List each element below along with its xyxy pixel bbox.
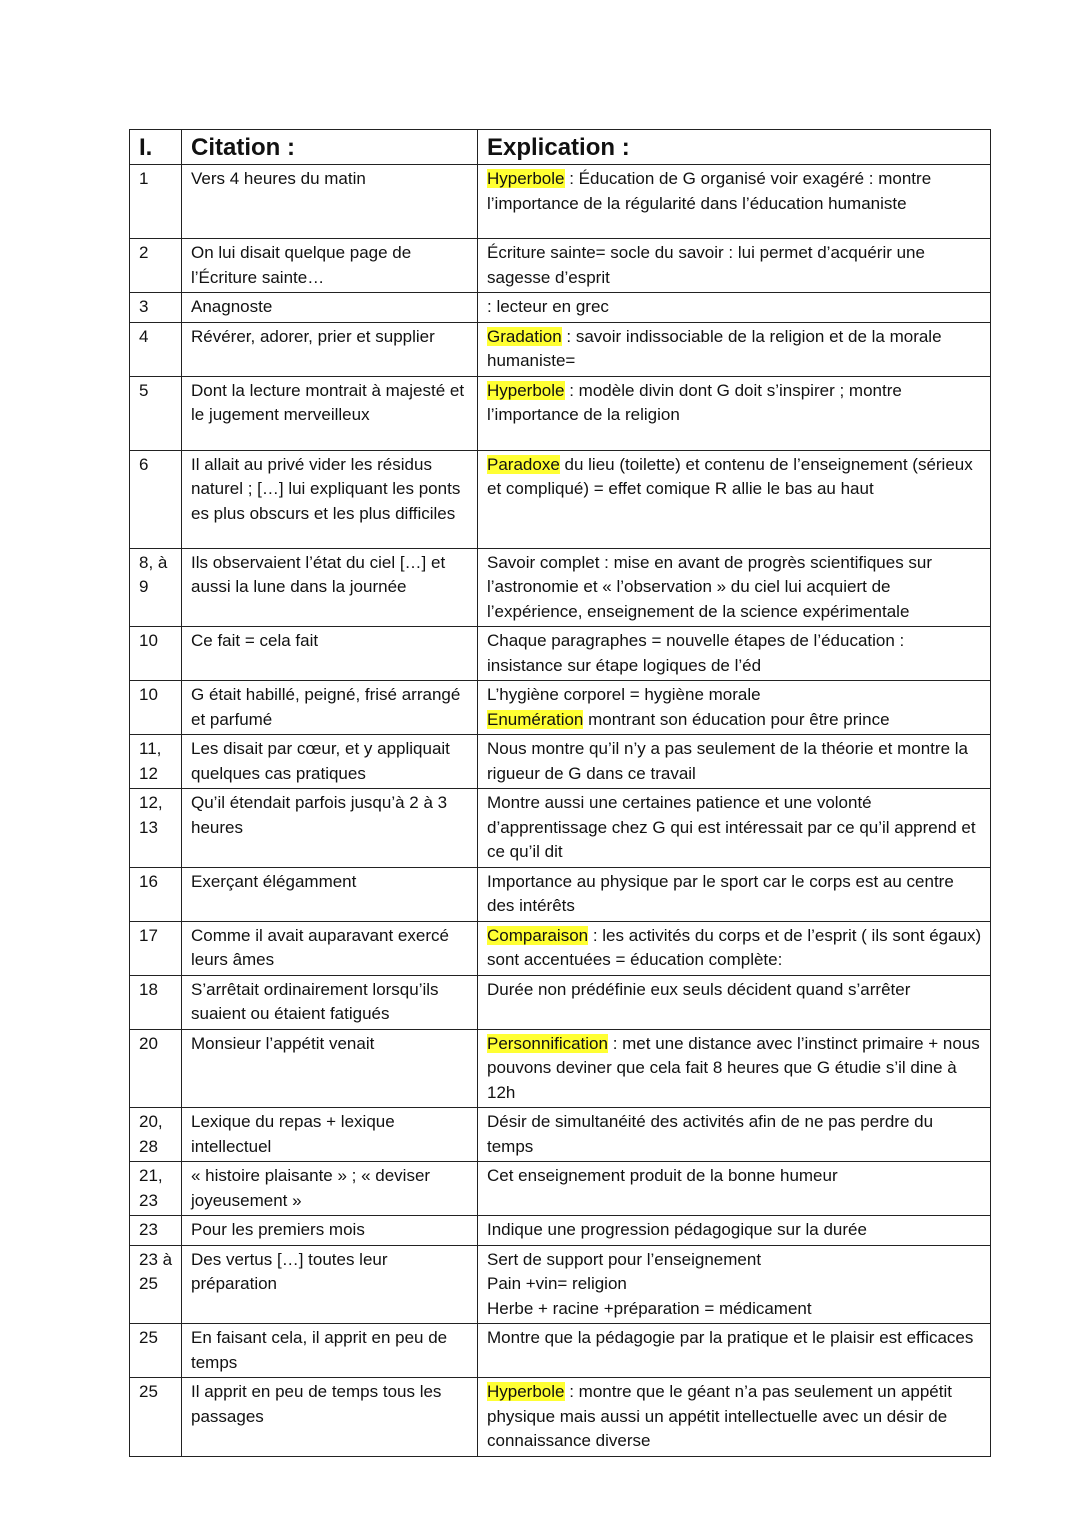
explication-text: : modèle divin dont G doit s’inspirer ; montre l’importance de la religion [487, 380, 902, 424]
table-row [130, 867, 991, 921]
figure-highlight: Comparaison [487, 925, 589, 945]
row-num: 6 [130, 450, 182, 548]
table-row [130, 1029, 991, 1108]
table-row [130, 1324, 991, 1378]
explication-text: : les activités du corps et de l’esprit ( ils sont égaux) sont accentuées = éducation complète: [487, 925, 982, 969]
figure-highlight: Gradation [487, 326, 562, 346]
explication-text: L’hygiène corporel = hygiène morale [487, 685, 761, 704]
explication-text: Herbe + racine +préparation = médicament [487, 1298, 812, 1318]
figure-highlight: Hyperbole [487, 380, 565, 400]
explication-text: du lieu (toilette) et contenu de l’enseignement (sérieux et compliqué) = effet comique R allie le bas au haut [487, 454, 973, 498]
row-citation: Qu’il étendait parfois jusqu’à 2 à 3 heures [182, 789, 478, 868]
row-explication [478, 1162, 991, 1216]
row-explication [478, 548, 991, 627]
table-header-row [130, 130, 991, 165]
row-explication [478, 1108, 991, 1162]
explication-text: : Éducation de G organisé voir exagéré : montre l’importance de la régularité dans l’éducation humaniste [487, 169, 932, 213]
explication-text: Nous montre qu’il n’y a pas seulement de la théorie et montre la rigueur de G dans ce travail [487, 739, 968, 783]
explication-text: : savoir indissociable de la religion et de la morale humaniste= [487, 326, 942, 370]
figure-highlight: Hyperbole [487, 169, 565, 188]
explication-text: Montre aussi une certaines patience et une volonté d’apprentissage chez G qui est intéressait par ce qu’il apprend et ce qu’il dit [487, 793, 976, 861]
table-row [130, 548, 991, 627]
explication-text: Importance au physique par le sport car le corps est au centre des intérêts [487, 871, 954, 915]
row-citation: Anagnoste [182, 293, 478, 323]
row-citation: Exerçant élégamment [182, 867, 478, 921]
row-num: 20 [130, 1029, 182, 1108]
row-citation: Vers 4 heures du matin [182, 165, 478, 239]
table-row [130, 293, 991, 323]
table-row [130, 1216, 991, 1246]
row-num: 1 [130, 165, 182, 239]
row-num: 16 [130, 867, 182, 921]
explication-text: Cet enseignement produit de la bonne humeur [487, 1166, 838, 1185]
row-num: 5 [130, 376, 182, 450]
row-explication [478, 165, 991, 239]
row-num: 12, 13 [130, 789, 182, 868]
table-row [130, 1245, 991, 1324]
explication-text: Durée non prédéfinie eux seuls décident quand s’arrêter [487, 979, 911, 999]
explication-text: Montre que la pédagogie par la pratique et le plaisir est efficaces [487, 1328, 974, 1347]
table-row [130, 921, 991, 975]
table-row [130, 789, 991, 868]
table-row [130, 627, 991, 681]
row-explication [478, 450, 991, 548]
row-citation: Il apprit en peu de temps tous les passages [182, 1378, 478, 1457]
row-num: 25 [130, 1378, 182, 1457]
row-citation: Ils observaient l’état du ciel […] et aussi la lune dans la journée [182, 548, 478, 627]
row-explication [478, 681, 991, 735]
row-explication [478, 1029, 991, 1108]
row-citation: Il allait au privé vider les résidus naturel ; […] lui expliquant les ponts es plus obscurs et les plus difficiles [182, 450, 478, 548]
row-explication [478, 921, 991, 975]
explication-text: : lecteur en grec [487, 297, 609, 316]
table-row [130, 681, 991, 735]
row-citation: Comme il avait auparavant exercé leurs âmes [182, 921, 478, 975]
row-explication [478, 1245, 991, 1324]
header-citation: Citation : [182, 130, 478, 165]
row-explication [478, 867, 991, 921]
table-row [130, 975, 991, 1029]
row-explication [478, 789, 991, 868]
row-num: 8, à 9 [130, 548, 182, 627]
table-row [130, 450, 991, 548]
explication-text: Savoir complet : mise en avant de progrès scientifiques sur l’astronomie et « l’observation » du ciel lui acquiert de l’expérience, enseignement de la science expérimentale [487, 552, 933, 621]
row-num: 10 [130, 681, 182, 735]
row-citation: On lui disait quelque page de l’Écriture sainte… [182, 239, 478, 293]
row-explication [478, 293, 991, 323]
table-row [130, 165, 991, 239]
row-explication [478, 735, 991, 789]
row-num: 25 [130, 1324, 182, 1378]
row-explication [478, 322, 991, 376]
table-row [130, 1162, 991, 1216]
row-citation: Dont la lecture montrait à majesté et le jugement merveilleux [182, 376, 478, 450]
row-citation: Les disait par cœur, et y appliquait quelques cas pratiques [182, 735, 478, 789]
figure-highlight: Personnification [487, 1033, 608, 1053]
table-row [130, 322, 991, 376]
row-num: 23 [130, 1216, 182, 1246]
header-num: I. [130, 130, 182, 165]
row-citation: G était habillé, peigné, frisé arrangé et parfumé [182, 681, 478, 735]
table-row [130, 735, 991, 789]
row-explication [478, 1216, 991, 1246]
explication-text: : montre que le géant n’a pas seulement un appétit physique mais aussi un appétit intellectuelle avec un désir de connaissance diverse [487, 1382, 952, 1450]
row-num: 4 [130, 322, 182, 376]
header-explication: Explication : [478, 130, 991, 165]
row-explication [478, 1324, 991, 1378]
row-explication [478, 376, 991, 450]
row-citation: Monsieur l’appétit venait [182, 1029, 478, 1108]
table-row [130, 239, 991, 293]
row-citation: Lexique du repas + lexique intellectuel [182, 1108, 478, 1162]
row-explication [478, 975, 991, 1029]
row-citation: Révérer, adorer, prier et supplier [182, 322, 478, 376]
row-citation: S’arrêtait ordinairement lorsqu’ils suaient ou étaient fatigués [182, 975, 478, 1029]
row-citation: Pour les premiers mois [182, 1216, 478, 1246]
explication-text: Indique une progression pédagogique sur la durée [487, 1220, 867, 1239]
row-explication [478, 239, 991, 293]
explication-text: Chaque paragraphes = nouvelle étapes de l’éducation : insistance sur étape logiques de l’éd [487, 631, 905, 675]
row-num: 18 [130, 975, 182, 1029]
row-explication [478, 1378, 991, 1457]
row-num: 23 à 25 [130, 1245, 182, 1324]
figure-highlight: Paradoxe [487, 454, 560, 474]
row-num: 21, 23 [130, 1162, 182, 1216]
row-num: 10 [130, 627, 182, 681]
row-citation: En faisant cela, il apprit en peu de temps [182, 1324, 478, 1378]
explication-text: : met une distance avec l’instinct primaire + nous pouvons deviner que cela fait 8 heures que G étudie s’il dine à 12h [487, 1033, 980, 1102]
row-explication [478, 627, 991, 681]
table-row [130, 376, 991, 450]
explication-text: Désir de simultanéité des activités afin de ne pas perdre du temps [487, 1112, 934, 1156]
row-num: 11, 12 [130, 735, 182, 789]
table-row [130, 1108, 991, 1162]
table-row [130, 1378, 991, 1457]
row-citation: Des vertus […] toutes leur préparation [182, 1245, 478, 1324]
explication-text: Sert de support pour l’enseignement [487, 1249, 762, 1269]
explication-text: Écriture sainte= socle du savoir : lui permet d’acquérir une sagesse d’esprit [487, 243, 925, 287]
row-citation: « histoire plaisante » ; « deviser joyeusement » [182, 1162, 478, 1216]
figure-highlight: Hyperbole [487, 1382, 565, 1401]
explication-text: montrant son éducation pour être prince [583, 709, 890, 729]
row-num: 17 [130, 921, 182, 975]
figure-highlight: Enumération [487, 709, 584, 729]
row-num: 20, 28 [130, 1108, 182, 1162]
explication-text: Pain +vin= religion [487, 1274, 627, 1293]
notes-table [129, 129, 991, 1457]
row-num: 2 [130, 239, 182, 293]
row-citation: Ce fait = cela fait [182, 627, 478, 681]
row-num: 3 [130, 293, 182, 323]
